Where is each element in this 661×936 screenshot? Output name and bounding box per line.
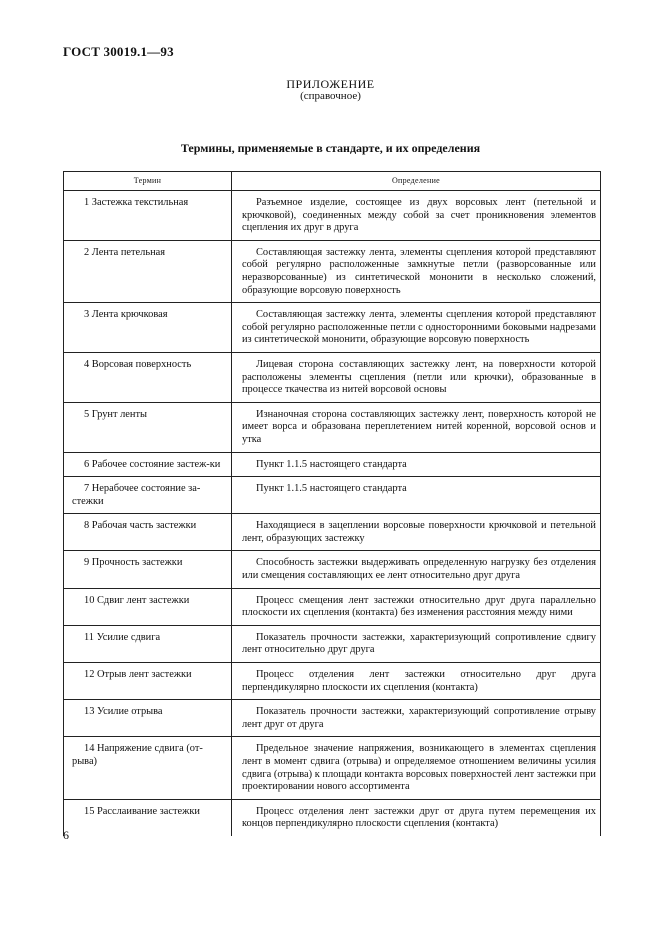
definition-column-header: Определение [232, 172, 601, 191]
table-header-row [64, 172, 601, 191]
definition-cell [232, 477, 601, 514]
term-cell [64, 663, 232, 700]
term-cell [64, 303, 232, 353]
table-row [64, 477, 601, 514]
definition-cell [232, 240, 601, 302]
term-text: 1 Застежка текстильная [84, 197, 189, 208]
page-number: 6 [63, 828, 69, 842]
definition-text: Процесс отделения лент застежки относительно друг друга перпендикулярно плоскости их сцепления (контакта) [242, 669, 596, 693]
term-cell [64, 700, 232, 737]
term-cell [64, 551, 232, 588]
term-text: 7 Нерабочее состояние за-стежки [72, 483, 201, 507]
definition-cell [232, 737, 601, 799]
definition-cell [232, 352, 601, 402]
definition-cell [232, 514, 601, 551]
table-body [64, 191, 601, 836]
table-row [64, 514, 601, 551]
table-row [64, 352, 601, 402]
definition-text: Процесс отделения лент застежки друг от друга путем перемещения их концов перпендикулярно плоскости сцепления (контакта) [242, 805, 596, 830]
table-row [64, 191, 601, 241]
term-cell [64, 402, 232, 452]
term-text: 4 Ворсовая поверхность [84, 358, 192, 370]
definition-text: Пункт 1.1.5 настоящего стандарта [256, 458, 407, 470]
document-code: ГОСТ 30019.1—93 [63, 44, 174, 59]
table-row [64, 663, 601, 700]
term-column-header: Термин [64, 172, 232, 191]
appendix-subtitle: (справочное) [300, 90, 361, 102]
table-row [64, 700, 601, 737]
definition-text: Процесс смещения лент застежки относительно друг друга параллельно плоскости их сцепления (контакта) без изменения расстояния между ними [242, 594, 596, 619]
definition-cell [232, 402, 601, 452]
table-row [64, 240, 601, 302]
term-cell [64, 799, 232, 836]
definition-cell [232, 700, 601, 737]
definition-text: Находящиеся в зацеплении ворсовые поверхности крючковой и петельной лент, образующих застежку [242, 520, 596, 544]
definition-cell [232, 551, 601, 588]
table-row [64, 588, 601, 625]
definition-cell [232, 625, 601, 662]
term-cell [64, 191, 232, 241]
definition-cell [232, 799, 601, 836]
definition-text: Показатель прочности застежки, характеризующий сопротивление сдвигу лент относительно друг друга [242, 631, 596, 656]
term-text: 9 Прочность застежки [84, 557, 183, 569]
definition-cell [232, 191, 601, 241]
terms-table [63, 171, 601, 836]
definition-text: Лицевая сторона составляющих застежку лент, на поверхности которой расположены элементы сцепления (петли или крючки), образованные в процессе ткачества из нитей ворсовой основы [242, 358, 596, 396]
term-text: 14 Напряжение сдвига (от-рыва) [72, 743, 203, 767]
table-row [64, 625, 601, 662]
table-row [64, 799, 601, 836]
table-title: Термины, применяемые в стандарте, и их определения [180, 141, 481, 155]
term-text: 13 Усилие отрыва [84, 706, 163, 718]
appendix-title: ПРИЛОЖЕНИЕ [286, 77, 375, 91]
definition-text: Изнаночная сторона составляющих застежку лент, поверхность которой не имеет ворса и образована переплетением нитей коренной, ворсовой основ и утка [242, 408, 596, 445]
term-text: 5 Грунт ленты [84, 408, 147, 420]
table-row [64, 737, 601, 799]
definition-text: Предельное значение напряжения, возникающего в элементах сцепления лент в момент сдвига (отрыва) и определяемое отношением величины усилия сдвига (отрыва) к площади контакта ворсовых поверхностей лент застежки при проектировании нового ассортимента [242, 743, 596, 793]
table-row [64, 402, 601, 452]
definition-cell [232, 663, 601, 700]
term-text: 6 Рабочее состояние застеж-ки [84, 458, 221, 470]
definition-text: Составляющая застежку лента, элементы сцепления которой представляют собой регулярно расположенные петли с односторонними боковыми надрезами из синтетической мононити, образующие ворсовую поверхность [242, 309, 596, 346]
term-text: 3 Лента крючковая [84, 309, 168, 321]
table-row [64, 303, 601, 353]
term-cell [64, 737, 232, 799]
definition-text: Пункт 1.1.5 настоящего стандарта [256, 483, 407, 495]
definition-text: Способность застежки выдерживать определенную нагрузку без отделения или смещения составляющих ее лент относительно друг друга [242, 557, 596, 582]
table-row [64, 551, 601, 588]
definition-cell [232, 452, 601, 477]
term-text: 10 Сдвиг лент застежки [84, 594, 190, 606]
definition-text: Показатель прочности застежки, характеризующий сопротивление отрыву лент друг от друга [242, 706, 596, 730]
definition-cell [232, 303, 601, 353]
term-cell [64, 240, 232, 302]
term-cell [64, 477, 232, 514]
term-text: 11 Усилие сдвига [84, 631, 161, 643]
term-cell [64, 625, 232, 662]
term-text: 2 Лента петельная [84, 246, 166, 258]
table-row [64, 452, 601, 477]
definition-text: Разъемное изделие, состоящее из двух ворсовых лент (петельной и крючковой), соединенных между собой за счет проникновения элементов сцепления их друг в друга [242, 197, 596, 234]
term-cell [64, 352, 232, 402]
term-text: 8 Рабочая часть застежки [84, 520, 197, 532]
term-cell [64, 588, 232, 625]
definition-text: Составляющая застежку лента, элементы сцепления которой представляют собой регулярно расположенные замкнутые петли (разворсованные или неразворсованные) из синтетической мононити в несколько сложений, образующие ворсовую поверхность [242, 246, 596, 296]
term-cell [64, 514, 232, 551]
term-text: 15 Расслаивание застежки [84, 805, 200, 817]
definition-cell [232, 588, 601, 625]
term-cell [64, 452, 232, 477]
term-text: 12 Отрыв лент застежки [84, 669, 192, 681]
